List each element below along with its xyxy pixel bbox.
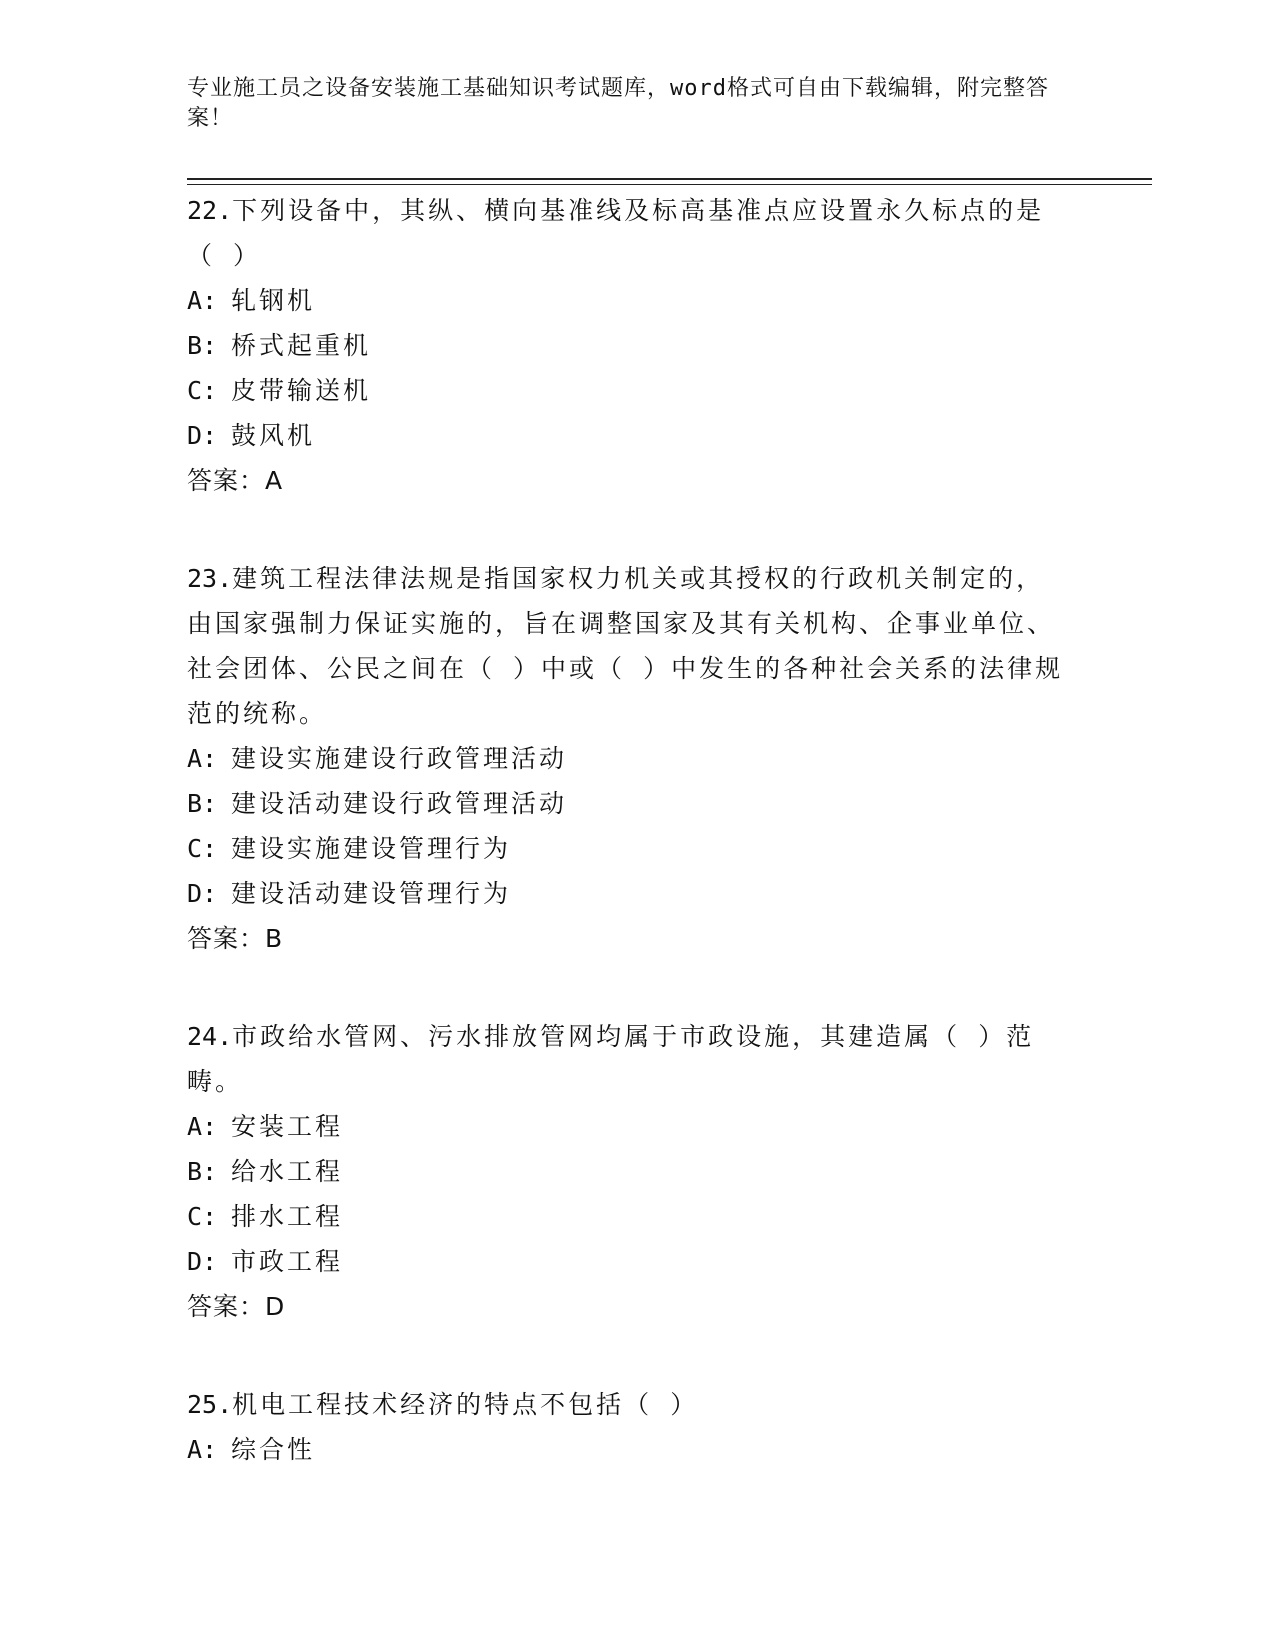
option-c: [187, 368, 1067, 413]
option-text: 建设活动建设管理行为: [231, 879, 512, 908]
option-key: B:: [187, 789, 218, 818]
option-key: B:: [187, 331, 218, 360]
option-key: A:: [187, 1112, 218, 1141]
question-22: [187, 188, 1067, 503]
option-text: 桥式起重机: [231, 331, 372, 360]
option-b: [187, 1149, 1067, 1194]
option-a: [187, 1104, 1067, 1149]
option-b: [187, 781, 1067, 826]
option-a: [187, 1427, 1067, 1472]
question-stem: [187, 1014, 1067, 1104]
question-text: 建筑工程法律法规是指国家权力机关或其授权的行政机关制定的，由国家强制力保证实施的，旨在调整国家及其有关机构、企事业单位、社会团体、公民之间在（ ）中或（ ）中发生的各种社会关系的法律规范的统称。: [187, 564, 1064, 728]
question-number: 25.: [187, 1390, 233, 1419]
question-stem: [187, 188, 1067, 278]
option-d: [187, 871, 1067, 916]
answer-line: 答案：D: [187, 1292, 286, 1321]
option-text: 建设活动建设行政管理活动: [231, 789, 568, 818]
answer-line: 答案：B: [187, 924, 284, 953]
option-c: [187, 826, 1067, 871]
question-24: [187, 1014, 1067, 1329]
option-a: [187, 736, 1067, 781]
option-key: C:: [187, 1202, 218, 1231]
option-key: D:: [187, 879, 218, 908]
option-text: 皮带输送机: [231, 376, 372, 405]
question-list: [187, 188, 1067, 1525]
question-text: 机电工程技术经济的特点不包括（ ）: [232, 1390, 699, 1419]
option-key: D:: [187, 421, 218, 450]
question-25: [187, 1382, 1067, 1472]
option-d: [187, 1239, 1067, 1284]
option-key: A:: [187, 286, 218, 315]
option-text: 鼓风机: [231, 421, 316, 450]
header-divider-thick: [187, 178, 1152, 180]
question-text: 市政给水管网、污水排放管网均属于市政设施，其建造属（ ）范畴。: [187, 1022, 1035, 1096]
option-text: 轧钢机: [231, 286, 316, 315]
question-text: 下列设备中，其纵、横向基准线及标高基准点应设置永久标点的是（ ）: [187, 196, 1045, 270]
question-number: 23.: [187, 564, 233, 593]
option-key: B:: [187, 1157, 218, 1186]
option-text: 综合性: [231, 1435, 316, 1464]
option-key: A:: [187, 1435, 218, 1464]
question-number: 24.: [187, 1022, 233, 1051]
question-number: 22.: [187, 196, 233, 225]
option-text: 排水工程: [231, 1202, 344, 1231]
option-a: [187, 278, 1067, 323]
question-23: [187, 556, 1067, 961]
option-text: 市政工程: [231, 1247, 344, 1276]
option-key: D:: [187, 1247, 218, 1276]
question-stem: [187, 556, 1067, 736]
document-header: 专业施工员之设备安装施工基础知识考试题库，word格式可自由下载编辑，附完整答案！: [187, 76, 1049, 131]
option-d: [187, 413, 1067, 458]
question-stem: [187, 1382, 1067, 1427]
option-text: 安装工程: [231, 1112, 344, 1141]
option-key: A:: [187, 744, 218, 773]
option-key: C:: [187, 834, 218, 863]
option-text: 给水工程: [231, 1157, 344, 1186]
answer-line: 答案：A: [187, 466, 284, 495]
option-b: [187, 323, 1067, 368]
option-text: 建设实施建设管理行为: [231, 834, 512, 863]
header-divider-thin: [187, 184, 1152, 185]
option-c: [187, 1194, 1067, 1239]
option-key: C:: [187, 376, 218, 405]
option-text: 建设实施建设行政管理活动: [231, 744, 568, 773]
